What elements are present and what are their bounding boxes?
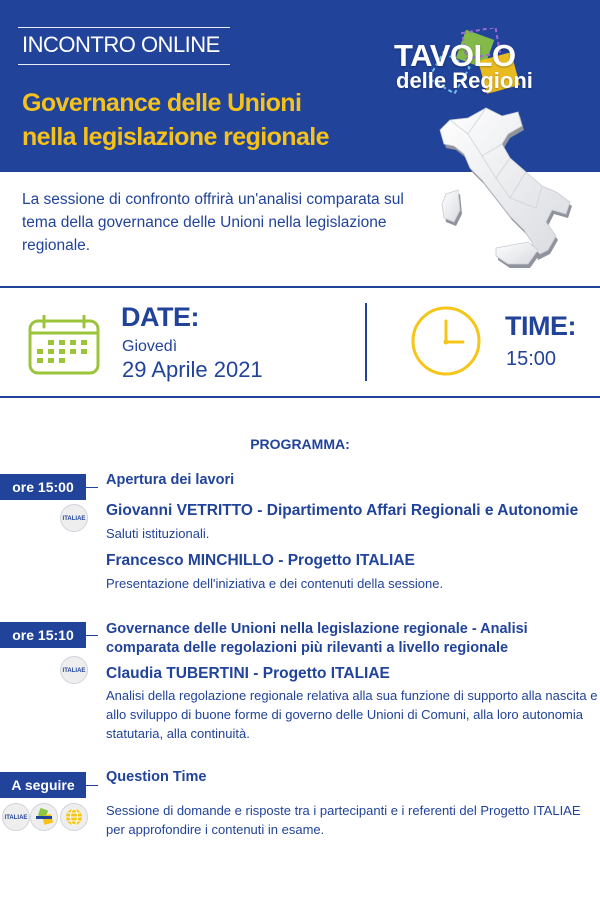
date-value: 29 Aprile 2021: [122, 357, 263, 382]
event-title: [22, 86, 329, 154]
globe-icon: [60, 803, 88, 831]
speaker-description: Presentazione dell'iniziativa e dei contenuti della sessione.: [106, 576, 444, 591]
date-weekday: Giovedì: [122, 338, 178, 355]
calendar-icon: [28, 315, 100, 375]
date-label: DATE:: [121, 302, 199, 332]
event-title-line2: nella legislazione regionale: [22, 123, 329, 151]
session-3-description: [106, 801, 581, 839]
italy-map-illustration: [410, 98, 582, 282]
desc-line: statutaria, alla continuità.: [106, 726, 250, 741]
time-label: TIME:: [505, 311, 576, 341]
badge-label: ITALIAE: [4, 815, 28, 821]
session-1-title: Apertura dei lavori: [106, 472, 235, 488]
badge-label: ITALIAE: [62, 668, 86, 674]
session-2-time-tag: ore 15:10: [0, 622, 86, 648]
session-2-title-line1: Governance delle Unioni nella legislazione regionale - Analisi: [106, 621, 528, 637]
clock-icon: [410, 305, 482, 377]
session-1-time-tag: ore 15:00: [0, 474, 86, 500]
event-title-line1: Governance delle Unioni: [22, 89, 302, 117]
session-2-title-line2: comparata delle regolazioni più rilevanti a livello regionale: [106, 640, 509, 656]
italiae-logo-badge: [60, 504, 88, 532]
session-2-tag-rule: [86, 635, 98, 636]
band-rule-top: [0, 286, 600, 288]
session-1-tag-rule: [86, 487, 98, 488]
tavolo-regioni-mini-logo: [30, 803, 58, 831]
speaker-description: [106, 686, 597, 743]
intro-paragraph: La sessione di confronto offrirà un'analisi comparata sul tema della governance delle Unioni nella legislazione regionale.: [22, 191, 404, 254]
session-2-title: [106, 620, 528, 658]
tavolo-regioni-logo: [394, 28, 554, 100]
kicker-rule-bottom: [18, 64, 230, 65]
italiae-logo-badge: [2, 803, 30, 831]
session-3-tag-rule: [86, 785, 98, 786]
desc-line: per approfondire i contenuti in esame.: [106, 822, 325, 837]
speaker-name: Giovanni VETRITTO - Dipartimento Affari Regionali e Autonomie: [106, 502, 579, 519]
programme-heading: PROGRAMMA:: [250, 436, 350, 452]
logo-line2: delle Regioni: [396, 68, 533, 93]
badge-label: ITALIAE: [62, 516, 86, 522]
desc-line: Analisi della regolazione regionale relativa alla sua funzione di supporto alla nascita e: [106, 688, 598, 703]
time-value: 15:00: [506, 348, 557, 370]
date-time-divider: [365, 303, 367, 381]
speaker-name: Francesco MINCHILLO - Progetto ITALIAE: [106, 552, 415, 569]
logo-line1: TAVOLO: [394, 38, 516, 73]
italiae-logo-badge: [60, 656, 88, 684]
speaker-description: Saluti istituzionali.: [106, 526, 210, 541]
session-3-title: Question Time: [106, 769, 207, 785]
desc-line: Sessione di domande e risposte tra i partecipanti e i referenti del Progetto ITALIAE: [106, 803, 581, 818]
band-rule-bottom: [0, 396, 600, 398]
desc-line: allo sviluppo di buone forme di governo delle Unioni di Comuni, alla loro autonomia: [106, 707, 583, 722]
session-3-time-tag: A seguire: [0, 772, 86, 798]
speaker-name: Claudia TUBERTINI - Progetto ITALIAE: [106, 665, 390, 682]
event-kicker: INCONTRO ONLINE: [22, 32, 220, 57]
kicker-rule-top: [18, 27, 230, 28]
